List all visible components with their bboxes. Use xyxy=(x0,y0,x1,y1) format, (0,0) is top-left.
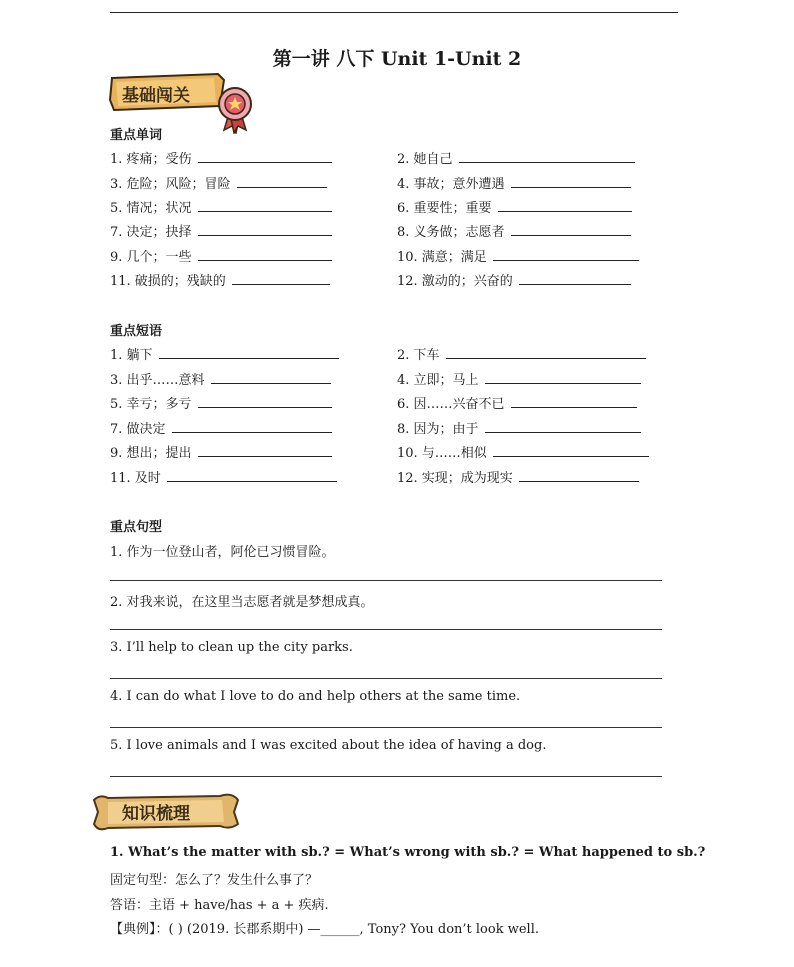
answer-blank xyxy=(519,469,639,482)
sentence-prompt: 4. I can do what I love to do and help others at the same time. xyxy=(110,689,521,704)
answer-blank xyxy=(198,395,332,408)
vocab-item[interactable]: 2. 她自己 xyxy=(397,148,635,167)
sentences-heading: 重点句型 xyxy=(110,520,163,535)
sentence-answer-line[interactable] xyxy=(110,678,662,679)
answer-blank xyxy=(198,248,332,261)
vocab-item[interactable]: 6. 重要性；重要 xyxy=(397,197,632,216)
answer-blank xyxy=(198,199,332,212)
vocab-item[interactable]: 3. 危险；风险；冒险 xyxy=(110,173,327,192)
answer-blank xyxy=(159,346,339,359)
phrase-item[interactable]: 2. 下车 xyxy=(397,344,646,363)
sentence-answer-line[interactable] xyxy=(110,727,662,728)
answer-blank xyxy=(493,444,649,457)
phrase-item[interactable]: 3. 出乎……意料 xyxy=(110,369,331,388)
vocab-heading: 重点单词 xyxy=(110,128,163,143)
knowledge-banner-label: 知识梳理 xyxy=(122,804,190,824)
sentence-prompt: 5. I love animals and I was excited about the idea of having a dog. xyxy=(110,738,547,753)
phrase-item[interactable]: 10. 与……相似 xyxy=(397,442,649,461)
page-title: 第一讲 八下 Unit 1-Unit 2 xyxy=(272,48,522,70)
sentence-prompt: 1. 作为一位登山者，阿伦已习惯冒险。 xyxy=(110,545,335,560)
answer-pattern: 答语：主语 + have/has + a + 疾病. xyxy=(110,898,329,913)
answer-blank xyxy=(511,175,631,188)
answer-blank xyxy=(232,272,330,285)
basics-banner-label: 基础闯关 xyxy=(122,86,190,106)
phrase-item[interactable]: 7. 做决定 xyxy=(110,418,332,437)
answer-blank xyxy=(485,371,641,384)
phrases-heading: 重点短语 xyxy=(110,324,163,339)
vocab-item[interactable]: 10. 满意；满足 xyxy=(397,246,639,265)
knowledge-banner xyxy=(90,790,242,834)
sentence-prompt: 2. 对我来说，在这里当志愿者就是梦想成真。 xyxy=(110,595,374,610)
fixed-pattern: 固定句型：怎么了？发生什么事了？ xyxy=(110,873,319,888)
vocab-item[interactable]: 8. 义务做；志愿者 xyxy=(397,221,631,240)
answer-blank xyxy=(167,469,337,482)
answer-blank xyxy=(498,199,632,212)
answer-blank xyxy=(519,272,631,285)
phrase-item[interactable]: 1. 躺下 xyxy=(110,344,339,363)
phrase-item[interactable]: 11. 及时 xyxy=(110,467,337,486)
vocab-item[interactable]: 7. 决定；抉择 xyxy=(110,221,332,240)
phrase-item[interactable]: 12. 实现；成为现实 xyxy=(397,467,639,486)
sentence-answer-line[interactable] xyxy=(110,580,662,581)
answer-blank xyxy=(485,420,641,433)
rosette-icon xyxy=(219,88,251,133)
vocab-item[interactable]: 1. 疼痛；受伤 xyxy=(110,148,332,167)
sentence-answer-line[interactable] xyxy=(110,776,662,777)
answer-blank xyxy=(198,150,332,163)
vocab-item[interactable]: 9. 几个；一些 xyxy=(110,246,332,265)
answer-blank xyxy=(459,150,635,163)
answer-blank xyxy=(237,175,327,188)
vocab-item[interactable]: 11. 破损的；残缺的 xyxy=(110,270,330,289)
example-question: 【典例】：( ) (2019. 长郡系期中) —______, Tony? You don’t look well. xyxy=(110,922,539,937)
answer-blank xyxy=(446,346,646,359)
answer-blank xyxy=(211,371,331,384)
phrase-item[interactable]: 6. 因……兴奋不已 xyxy=(397,393,637,412)
phrase-item[interactable]: 5. 幸亏；多亏 xyxy=(110,393,332,412)
phrase-item[interactable]: 8. 因为；由于 xyxy=(397,418,641,437)
sentence-prompt: 3. I’ll help to clean up the city parks. xyxy=(110,640,353,655)
phrase-item[interactable]: 4. 立即；马上 xyxy=(397,369,641,388)
answer-blank xyxy=(511,395,637,408)
vocab-item[interactable]: 12. 激动的；兴奋的 xyxy=(397,270,631,289)
top-rule xyxy=(110,12,678,13)
answer-blank xyxy=(198,444,332,457)
answer-blank xyxy=(172,420,332,433)
sentence-answer-line[interactable] xyxy=(110,629,662,630)
knowledge-point-1: 1. What’s the matter with sb.? = What’s wrong with sb.? = What happened to sb.? xyxy=(110,845,706,860)
answer-blank xyxy=(511,223,631,236)
answer-blank xyxy=(198,223,332,236)
phrase-item[interactable]: 9. 想出；提出 xyxy=(110,442,332,461)
vocab-item[interactable]: 5. 情况；状况 xyxy=(110,197,332,216)
vocab-item[interactable]: 4. 事故；意外遭遇 xyxy=(397,173,631,192)
answer-blank xyxy=(493,248,639,261)
